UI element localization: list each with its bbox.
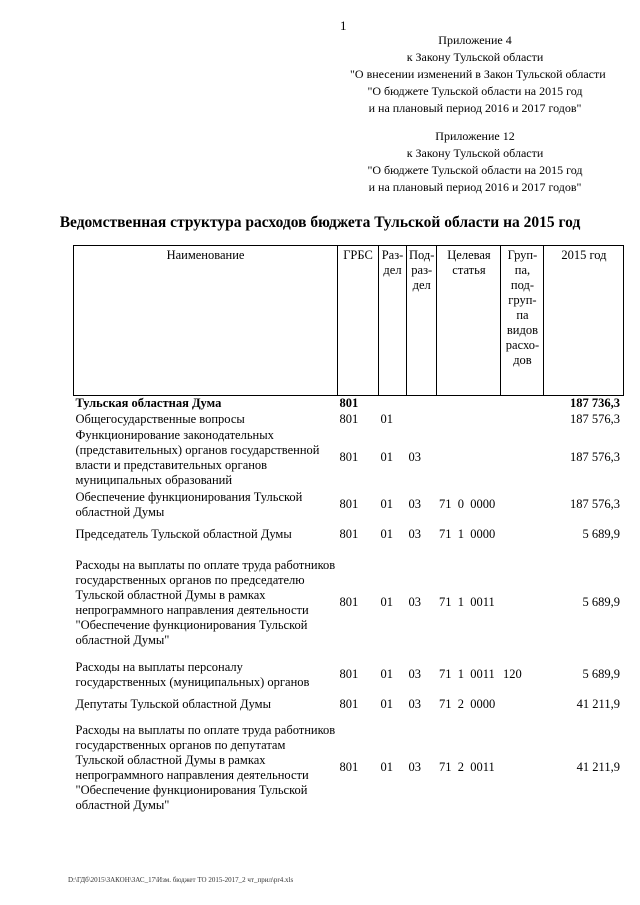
row-name: Функционирование законодательных (представительных) органов государственной власти и представительных органов муниципальных образований <box>75 427 320 487</box>
grbs-cell: 801 <box>339 450 359 464</box>
appendix-12-line: и на плановый период 2016 и 2017 годов" <box>368 180 582 194</box>
podrazdel-cell: 03 <box>408 450 421 464</box>
razdel-cell: 01 <box>380 497 393 511</box>
row-name: Тульская областная Дума <box>75 396 222 411</box>
appendix-4-line: "О внесении изменений в Закон Тульской области <box>350 67 606 81</box>
table-row <box>74 548 624 658</box>
table-row <box>74 692 624 718</box>
table-row <box>74 522 624 548</box>
header-podrazdel <box>407 246 437 396</box>
podrazdel-cell: 03 <box>408 697 421 711</box>
header-label: Целевая статья <box>447 248 491 277</box>
razdel-cell: 01 <box>380 450 393 464</box>
amount-cell: 41 211,9 <box>576 760 620 774</box>
appendix-4-line: "О бюджете Тульской области на 2015 год <box>367 84 583 98</box>
target-article-cell: 71 1 0011 <box>438 667 495 681</box>
amount-cell: 187 736,3 <box>569 396 620 411</box>
table-row <box>74 718 624 818</box>
document-title: Ведомственная структура расходов бюджета Тульской области на 2015 год <box>59 214 581 231</box>
expense-group-cell <box>501 488 544 522</box>
razdel-cell: 01 <box>380 667 393 681</box>
table-row <box>74 396 624 412</box>
grbs-cell: 801 <box>339 595 359 609</box>
row-name: Председатель Тульской областной Думы <box>75 527 292 541</box>
expense-group-cell <box>501 412 544 428</box>
podrazdel-cell <box>407 396 437 412</box>
grbs-cell: 801 <box>339 497 359 511</box>
header-name: Наименование <box>74 246 338 396</box>
expense-group-cell <box>501 692 544 718</box>
header-target-article <box>437 246 501 396</box>
table-row <box>74 488 624 522</box>
appendix-12-line: к Закону Тульской области <box>406 146 544 160</box>
expense-group-cell <box>501 522 544 548</box>
table-row <box>74 412 624 428</box>
amount-cell: 5 689,9 <box>582 595 620 609</box>
amount-cell: 41 211,9 <box>576 697 620 711</box>
appendix-4-line: и на плановый период 2016 и 2017 годов" <box>368 101 582 115</box>
podrazdel-cell <box>407 412 437 428</box>
target-article-cell <box>437 412 501 428</box>
target-article-cell: 71 2 0011 <box>438 760 495 774</box>
table-body <box>74 396 624 818</box>
row-name: Депутаты Тульской областной Думы <box>75 697 271 711</box>
table-row <box>74 658 624 692</box>
row-name: Расходы на выплаты персоналу государственных (муниципальных) органов <box>75 659 310 689</box>
appendix-4-caption <box>350 32 606 117</box>
grbs-cell: 801 <box>339 527 359 541</box>
razdel-cell: 01 <box>380 595 393 609</box>
grbs-cell: 801 <box>339 667 359 681</box>
razdel-cell: 01 <box>380 697 393 711</box>
table-row <box>74 428 624 488</box>
amount-cell: 187 576,3 <box>569 450 620 464</box>
amount-cell: 187 576,3 <box>569 412 620 426</box>
header-grbs: ГРБС <box>338 246 379 396</box>
target-article-cell: 71 1 0000 <box>438 527 496 541</box>
page-number: 1 <box>340 18 347 33</box>
podrazdel-cell: 03 <box>408 667 421 681</box>
file-path-footer: D:\ГДб\2015\ЗАКОН\ЗАС_17\Изм. бюджет ТО 2015-2017_2 чт_прил\pr4.xls <box>68 876 294 884</box>
amount-cell: 187 576,3 <box>569 497 620 511</box>
podrazdel-cell: 03 <box>408 527 421 541</box>
grbs-cell: 801 <box>339 396 359 411</box>
razdel-cell: 01 <box>380 412 393 426</box>
row-name: Обеспечение функционирования Тульской областной Думы <box>75 489 303 519</box>
appendix-4-line: Приложение 4 <box>438 33 512 47</box>
podrazdel-cell: 03 <box>408 595 421 609</box>
expenditure-table <box>73 245 624 818</box>
appendix-12-caption <box>350 128 600 196</box>
appendix-12-line: "О бюджете Тульской области на 2015 год <box>367 163 583 177</box>
expense-group-cell <box>501 718 544 818</box>
header-label: Раз- дел <box>381 248 404 277</box>
podrazdel-cell: 03 <box>408 760 421 774</box>
expense-group-cell <box>501 428 544 488</box>
razdel-cell <box>379 396 407 412</box>
target-article-cell: 71 1 0011 <box>438 595 495 609</box>
row-name: Расходы на выплаты по оплате труда работников государственных органов по депутатам Тульской областной Думы в рамках непрограммного направления деятельности "Обеспечение функционирования Тульской областной Думы" <box>75 722 336 812</box>
target-article-cell <box>437 396 501 412</box>
grbs-cell: 801 <box>339 412 359 426</box>
grbs-cell: 801 <box>339 697 359 711</box>
row-name: Расходы на выплаты по оплате труда работников государственных органов по председателю Тульской областной Думы в рамках непрограммного направления деятельности "Обеспечение функционирования Тульской областной Думы" <box>75 557 336 647</box>
target-article-cell: 71 0 0000 <box>438 497 496 511</box>
appendix-12-line: Приложение 12 <box>435 129 515 143</box>
header-razdel <box>379 246 407 396</box>
header-label: Под- раз- дел <box>409 248 435 292</box>
razdel-cell: 01 <box>380 527 393 541</box>
expense-group-cell <box>501 396 544 412</box>
header-label: Груп- па, под- груп- па видов расхо- дов <box>505 248 540 367</box>
razdel-cell: 01 <box>380 760 393 774</box>
podrazdel-cell: 03 <box>408 497 421 511</box>
amount-cell: 5 689,9 <box>582 527 620 541</box>
row-name: Общегосударственные вопросы <box>75 412 245 426</box>
grbs-cell: 801 <box>339 760 359 774</box>
target-article-cell <box>437 428 501 488</box>
appendix-4-line: к Закону Тульской области <box>406 50 544 64</box>
header-expense-group <box>501 246 544 396</box>
expense-group-cell <box>501 548 544 658</box>
target-article-cell: 71 2 0000 <box>438 697 496 711</box>
amount-cell: 5 689,9 <box>582 667 620 681</box>
header-year: 2015 год <box>544 246 624 396</box>
expense-group-cell: 120 <box>502 667 522 681</box>
